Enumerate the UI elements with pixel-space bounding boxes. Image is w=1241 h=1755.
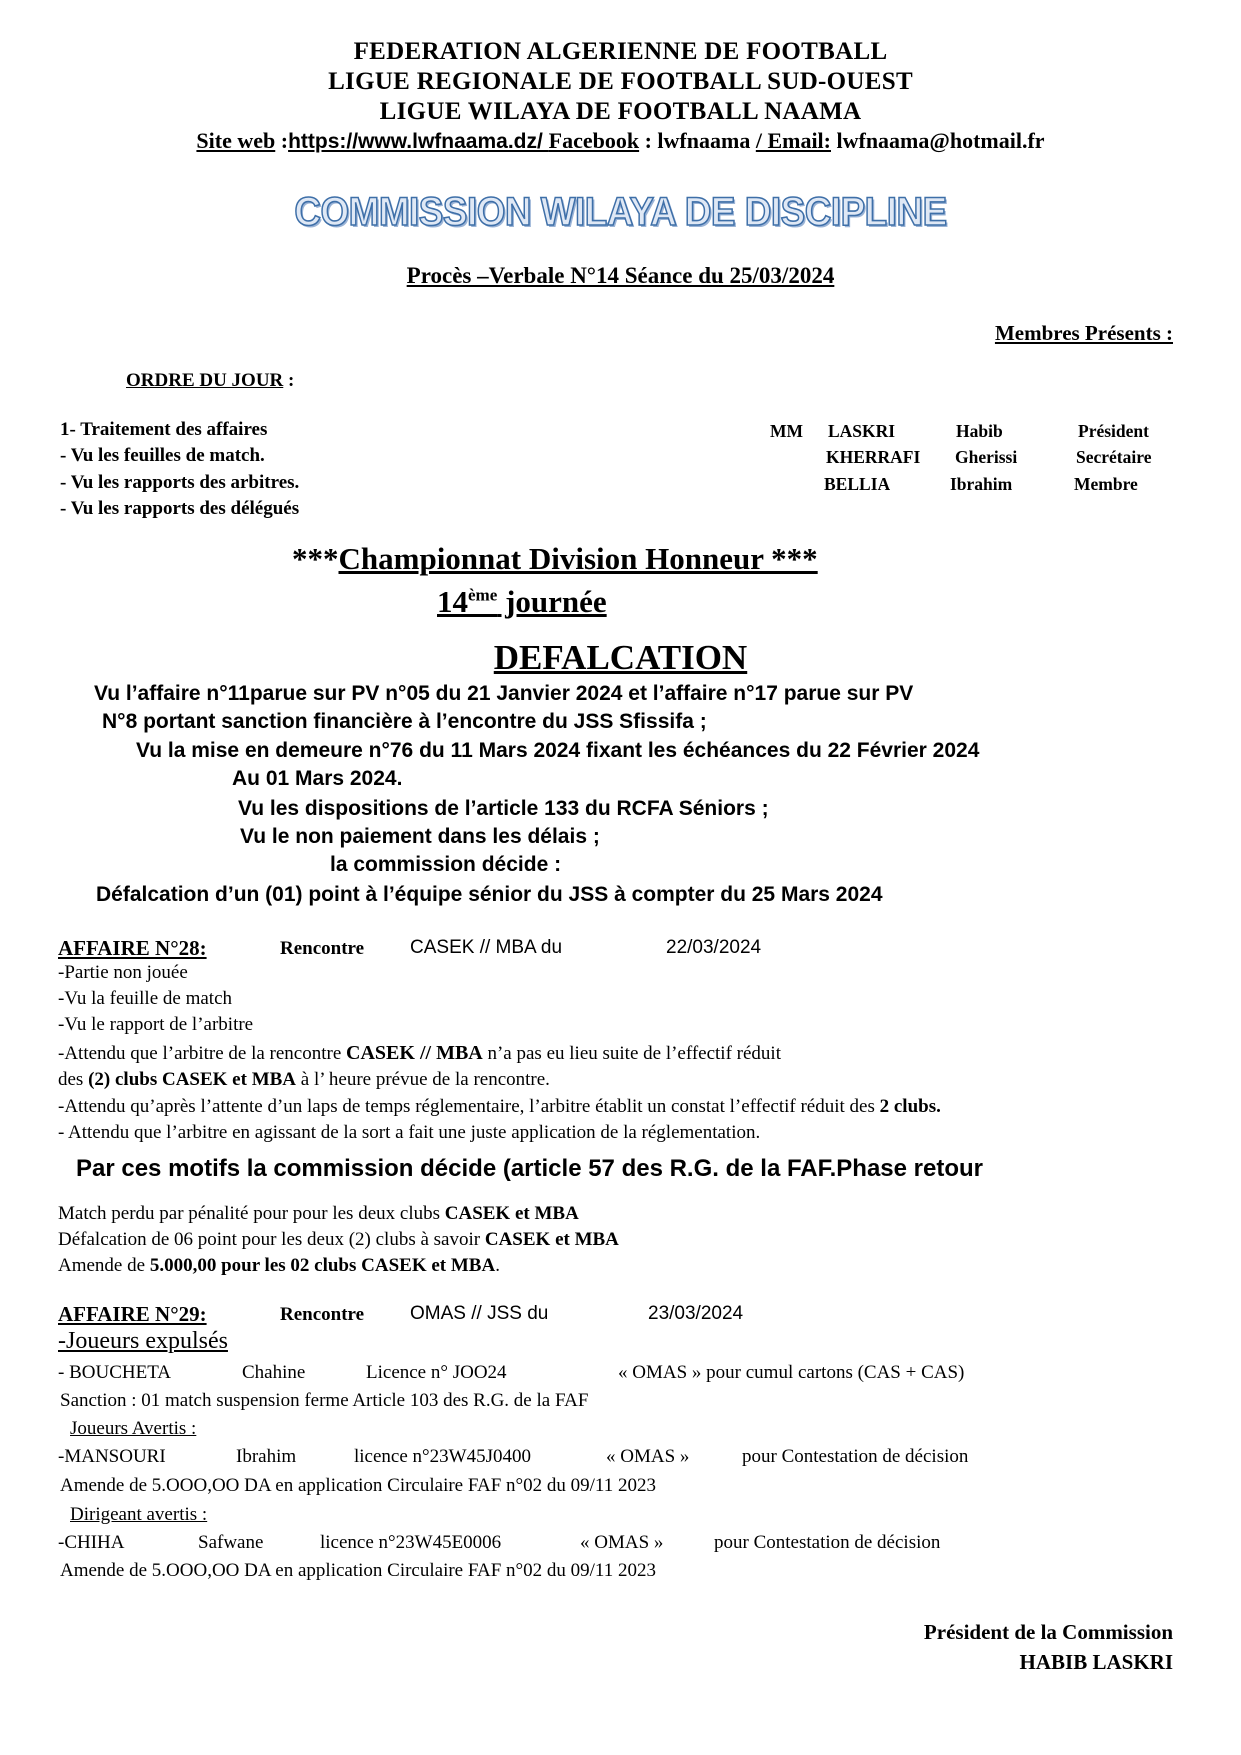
ordre-du-jour — [126, 370, 294, 392]
championship-name: Championnat Division Honneur *** — [338, 541, 818, 576]
averti-name: -MANSOURI — [58, 1446, 166, 1467]
facebook-value[interactable]: : lwfnaama — [639, 128, 756, 153]
text: -Attendu qu’après l’attente d’un laps de temps réglementaire, l’arbitre établit un constat l’effectif réduit des — [58, 1096, 880, 1117]
text-bold: CASEK et MBA — [444, 1203, 579, 1224]
affaire28-match: CASEK // MBA du — [410, 937, 563, 958]
member-last: LASKRI — [828, 421, 896, 441]
affaire28-line: -Vu le rapport de l’arbitre — [58, 1014, 254, 1035]
member-last: KHERRAFI — [826, 447, 921, 467]
expulse-licence: Licence n° JOO24 — [366, 1362, 507, 1383]
expulse-name: - BOUCHETA — [58, 1362, 171, 1383]
defalcation-line: la commission décide : — [330, 853, 562, 876]
text-bold: CASEK // MBA — [346, 1042, 483, 1064]
averti-licence: licence n°23W45J0400 — [354, 1446, 531, 1467]
members-prefix: MM — [770, 421, 804, 441]
defalcation-line: Défalcation d’un (01) point à l’équipe sénior du JSS à compter du 25 Mars 2024 — [96, 883, 883, 906]
signature-name: HABIB LASKRI — [1019, 1650, 1173, 1674]
affaire28-line: -Vu la feuille de match — [58, 988, 233, 1009]
text-bold: 5.000,00 pour les 02 clubs CASEK et MBA — [149, 1255, 496, 1276]
affaire29-date: 23/03/2024 — [648, 1303, 744, 1324]
round-word: journée — [497, 584, 607, 619]
site-label: Site web — [196, 128, 276, 153]
member-first: Habib — [956, 421, 1003, 441]
motifs-line: Par ces motifs la commission décide (article 57 des R.G. de la FAF.Phase retour — [76, 1155, 984, 1182]
site-link[interactable]: https://www.lwfnaama.dz/ — [288, 130, 549, 153]
round-title — [437, 584, 607, 620]
expulses-title: -Joueurs expulsés — [58, 1328, 228, 1354]
federation-title: FEDERATION ALGERIENNE DE FOOTBALL — [353, 38, 888, 65]
email-label: / Email: — [755, 128, 831, 153]
ordre-suffix: : — [283, 370, 295, 391]
text: -Attendu que l’arbitre de la rencontre — [58, 1043, 347, 1064]
text-bold: (2) clubs CASEK et MBA — [88, 1069, 297, 1090]
decision-line — [58, 1255, 500, 1277]
ordre-item: - Vu les rapports des délégués — [60, 498, 300, 519]
ligue-wilaya-title: LIGUE WILAYA DE FOOTBALL NAAMA — [379, 98, 862, 125]
text: Amende de — [58, 1255, 150, 1276]
sanction-line: Sanction : 01 match suspension ferme Article 103 des R.G. de la FAF — [60, 1390, 589, 1411]
defalcation-line: Au 01 Mars 2024. — [232, 767, 403, 790]
text-bold: 2 clubs. — [879, 1096, 941, 1117]
round-number: 14 — [437, 584, 468, 619]
member-first: Gherissi — [955, 447, 1018, 467]
dirigeant-club: « OMAS » — [580, 1532, 664, 1553]
dirigeant-first: Safwane — [198, 1532, 264, 1553]
text: Match perdu par pénalité pour pour les deux clubs — [58, 1203, 445, 1224]
defalcation-line: Vu le non paiement dans les délais ; — [240, 825, 600, 848]
ordre-item: - Vu les feuilles de match. — [60, 445, 265, 466]
avertis-title: Joueurs Avertis : — [70, 1418, 197, 1439]
dirigeant-reason: pour Contestation de décision — [714, 1532, 941, 1553]
defalcation-line: Vu l’affaire n°11parue sur PV n°05 du 21 Janvier 2024 et l’affaire n°17 parue sur PV — [94, 682, 914, 705]
text: Défalcation de 06 point pour les deux (2) clubs à savoir — [58, 1229, 485, 1250]
text-bold: CASEK et MBA — [484, 1229, 619, 1250]
pv-title: Procès –Verbale N°14 Séance du 25/03/2024 — [406, 263, 835, 288]
member-last: BELLIA — [824, 474, 891, 494]
member-role: Membre — [1074, 474, 1138, 494]
text: à l’ heure prévue de la rencontre. — [296, 1069, 550, 1090]
signature-title: Président de la Commission — [923, 1620, 1173, 1644]
averti-first: Ibrahim — [236, 1446, 297, 1467]
affaire28-date: 22/03/2024 — [666, 937, 762, 958]
dirigeant-name: -CHIHA — [58, 1532, 125, 1553]
commission-title: COMMISSION WILAYA DE DISCIPLINE — [294, 190, 947, 234]
ligue-regionale-title: LIGUE REGIONALE DE FOOTBALL SUD-OUEST — [328, 68, 913, 95]
averti-club: « OMAS » — [606, 1446, 690, 1467]
contact-line — [0, 128, 1241, 154]
affaire29-label: AFFAIRE N°29: — [58, 1302, 207, 1326]
affaire29-rencontre: Rencontre — [280, 1304, 365, 1325]
affaire29-match: OMAS // JSS du — [410, 1303, 549, 1324]
championship-stars: *** — [292, 541, 339, 576]
averti-reason: pour Contestation de décision — [742, 1446, 969, 1467]
member-first: Ibrahim — [950, 474, 1013, 494]
defalcation-title: DEFALCATION — [493, 638, 748, 677]
expulse-club: « OMAS » pour cumul cartons (CAS + CAS) — [618, 1362, 965, 1383]
championship-title — [292, 541, 818, 577]
ordre-item: - Vu les rapports des arbitres. — [60, 472, 300, 493]
round-sup: ème — [468, 585, 498, 605]
affaire28-line: -Partie non jouée — [58, 962, 188, 983]
amende-line: Amende de 5.OOO,OO DA en application Circulaire FAF n°02 du 09/11 2023 — [60, 1560, 656, 1581]
affaire28-line: - Attendu que l’arbitre en agissant de la sort a fait une juste application de la réglementation. — [58, 1122, 761, 1143]
dirigeant-licence: licence n°23W45E0006 — [320, 1532, 502, 1553]
affaire28-label: AFFAIRE N°28: — [58, 936, 207, 960]
dirigeant-title: Dirigeant avertis : — [70, 1504, 208, 1525]
decision-line — [58, 1203, 579, 1225]
affaire28-line — [58, 1096, 941, 1118]
defalcation-line: N°8 portant sanction financière à l’encontre du JSS Sfissifa ; — [102, 710, 707, 733]
affaire28-rencontre: Rencontre — [280, 938, 365, 959]
site-separator: : — [275, 128, 289, 153]
members-title: Membres Présents : — [994, 321, 1173, 345]
facebook-label: Facebook — [548, 128, 640, 153]
ordre-item: 1- Traitement des affaires — [60, 419, 268, 440]
affaire28-line — [58, 1042, 781, 1065]
member-role: Président — [1078, 421, 1149, 441]
amende-line: Amende de 5.OOO,OO DA en application Circulaire FAF n°02 du 09/11 2023 — [60, 1475, 656, 1496]
member-role: Secrétaire — [1076, 447, 1152, 467]
defalcation-line: Vu les dispositions de l’article 133 du RCFA Séniors ; — [238, 797, 769, 820]
text: . — [495, 1255, 500, 1276]
ordre-title: ORDRE DU JOUR — [126, 370, 284, 391]
expulse-first: Chahine — [242, 1362, 306, 1383]
text: des — [58, 1069, 89, 1090]
defalcation-line: Vu la mise en demeure n°76 du 11 Mars 2024 fixant les échéances du 22 Février 2024 — [136, 739, 980, 762]
decision-line — [58, 1229, 619, 1251]
affaire28-line — [58, 1069, 550, 1091]
email-value[interactable]: lwfnaama@hotmail.fr — [831, 128, 1045, 153]
text: n’a pas eu lieu suite de l’effectif réduit — [482, 1043, 781, 1064]
